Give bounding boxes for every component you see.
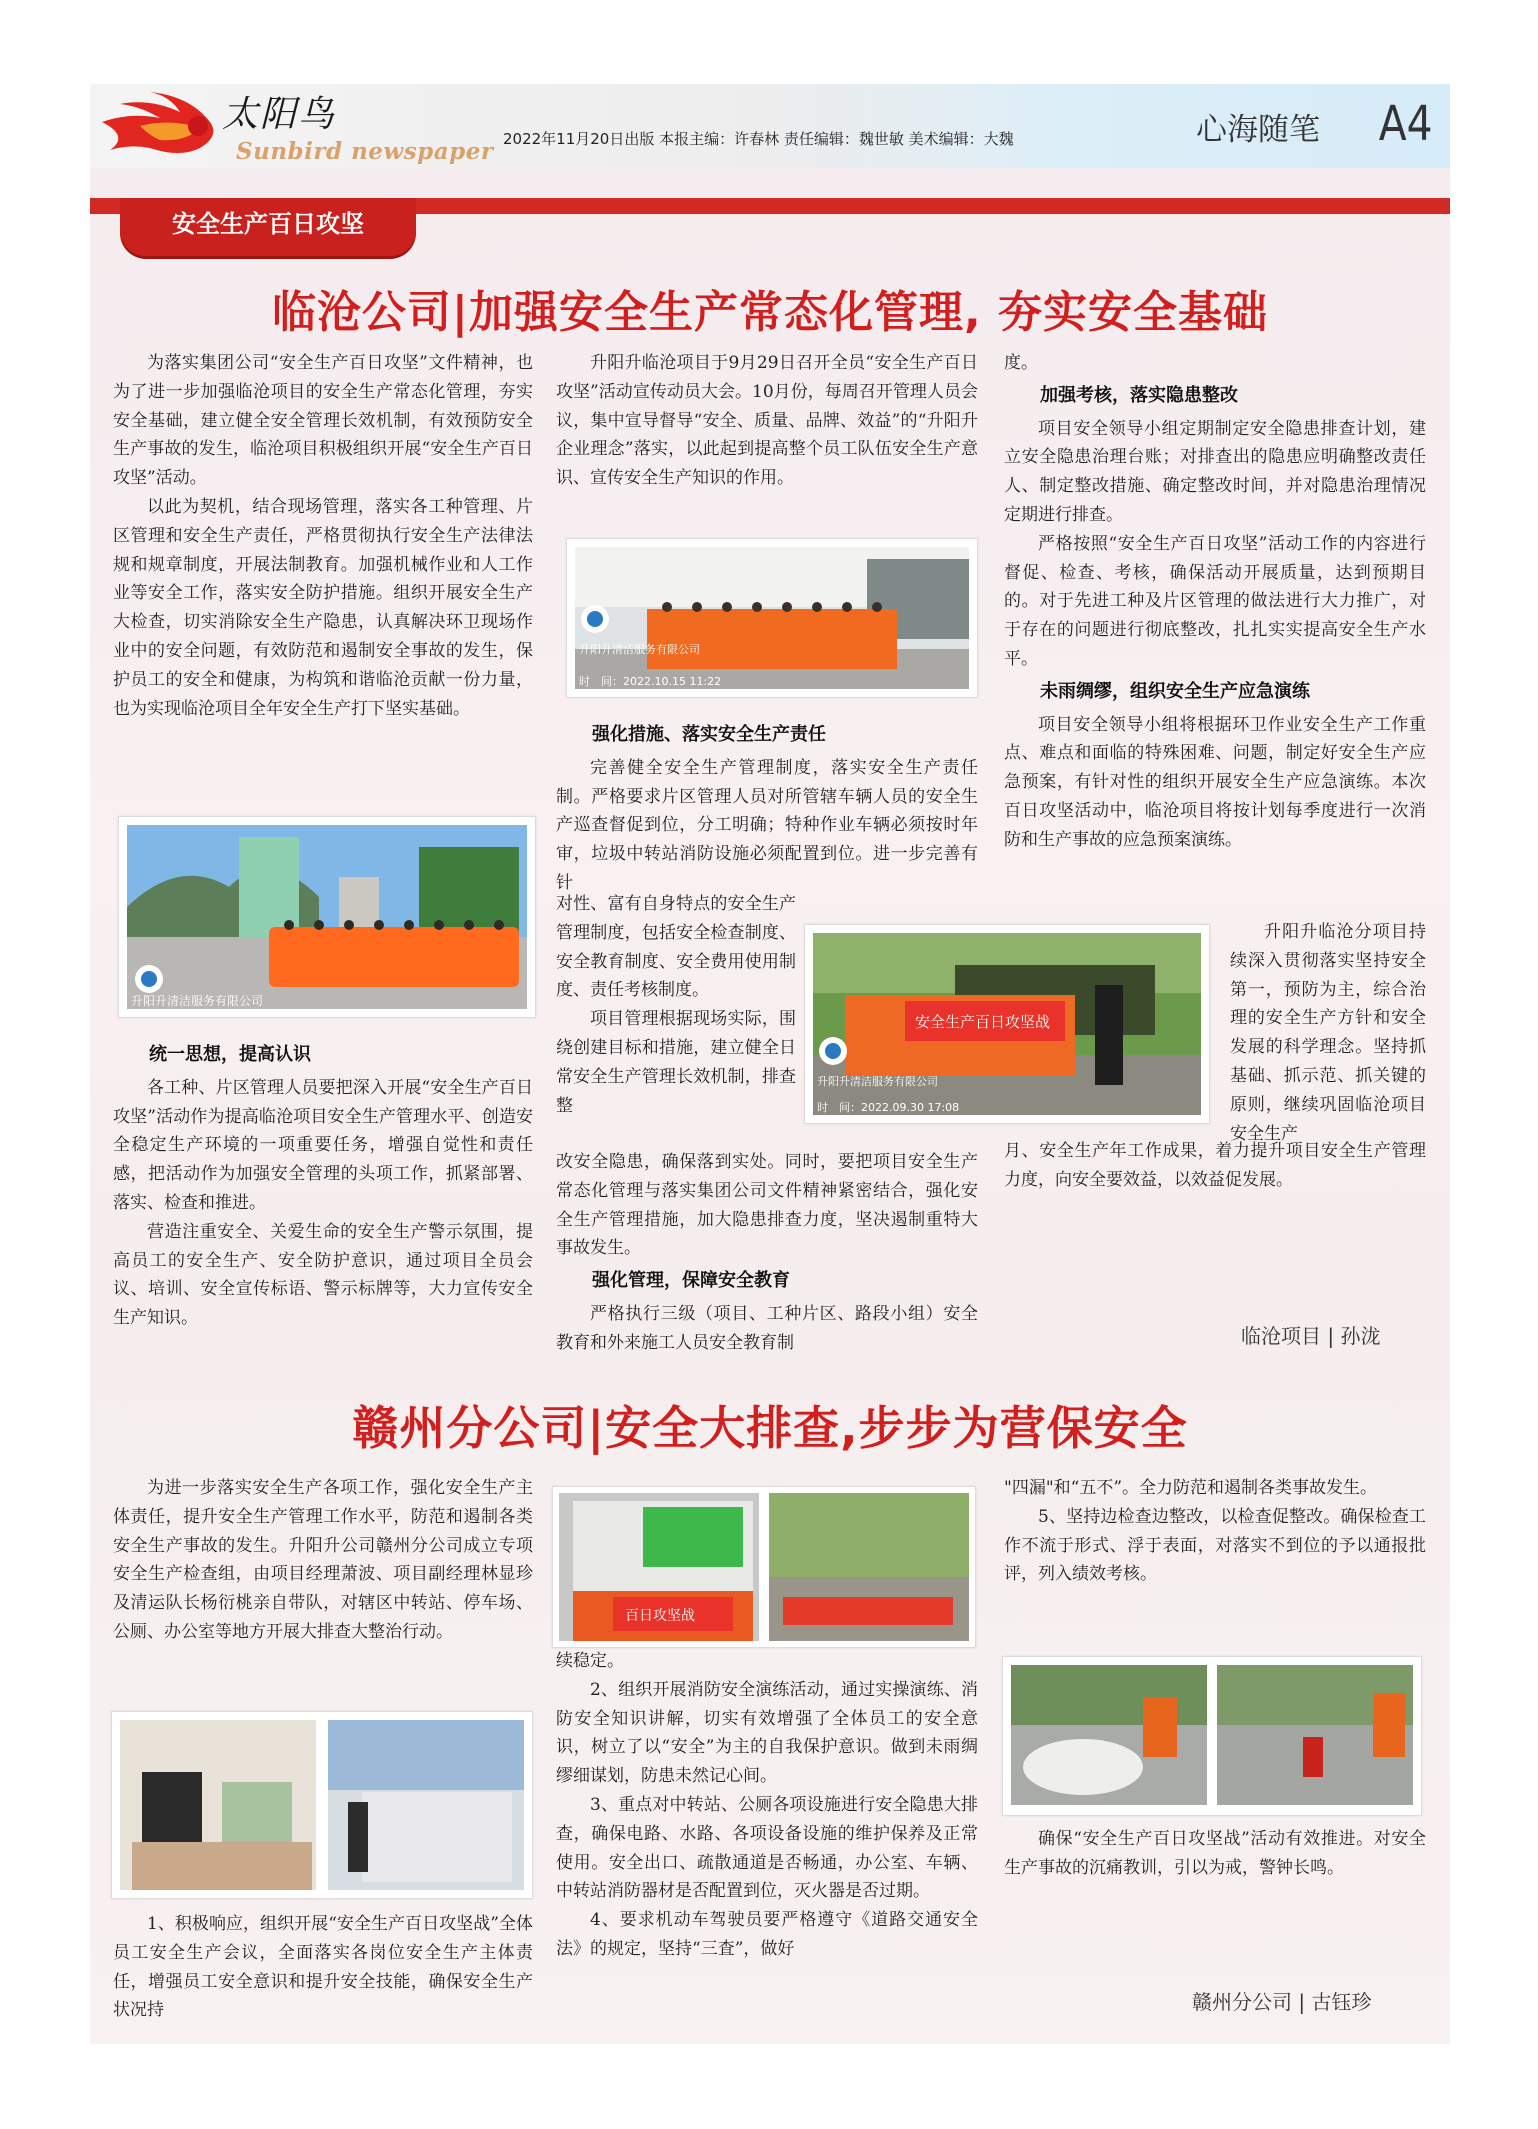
article2-paragraph: 为进一步落实安全生产各项工作，强化安全生产主体责任，提升安全生产管理工作水平，防范和遏制各类安全生产事故的发生。升阳升公司赣州分公司成立专项安全生产检查组，由项目经理萧波、项目副经理林显珍及清运队长杨衍桃亲自带队，对辖区中转站、停车场、公厕、办公室等地方开展大排查大整治行动。: [113, 1478, 533, 1642]
article2-column-1: [113, 1474, 533, 1647]
article1-paragraph: 为落实集团公司“安全生产百日攻坚”文件精神，也为了进一步加强临沧项目的安全生产常态化管理，夯实安全基础，建立健全安全管理长效机制，有效预防安全生产事故的发生，临沧项目积极组织开展“安全生产百日攻坚”活动。: [113, 353, 533, 489]
article2-paragraph: 确保“安全生产百日攻坚战”活动有效推进。对安全生产事故的沉痛教训，引以为戒，警钟长鸣。: [1004, 1829, 1426, 1878]
article1-paragraph: 项目安全领导小组将根据环卫作业安全生产工作重点、难点和面临的特殊困难、问题，制定好安全生产应急预案，有针对性的组织开展安全生产应急演练。本次百日攻坚活动中，临沧项目将按计划每季度进行一次消防和生产事故的应急预案演练。: [1004, 714, 1426, 850]
subheading: 未雨绸缪，组织安全生产应急演练: [1040, 680, 1310, 702]
article1-column-3: [1004, 349, 1426, 855]
byline-divider: |: [1327, 1324, 1341, 1348]
article2-photo-fire-drill: [1002, 1656, 1422, 1816]
article2-paragraph: 5、坚持边检查边整改，以检查促整改。确保检查工作不流于形式、浮于表面，对落实不到位的予以通报批评，列入绩效考核。: [1004, 1506, 1426, 1585]
article2-column-1-lower: [113, 1910, 533, 2025]
sunbird-flame-logo-icon: [100, 92, 230, 162]
article1-paragraph: 严格执行三级（项目、工种片区、路段小组）安全教育和外来施工人员安全教育制: [556, 1303, 978, 1353]
publication-info: 2022年11月20日出版 本报主编：许春林 责任编辑：魏世敏 美术编辑：大魏: [503, 130, 1014, 148]
article1-column-3-bottom: [1004, 1137, 1426, 1195]
article1-photo-workers-square: [118, 816, 536, 1018]
article2-paragraph: 2、组织开展消防安全演练活动，通过实操演练、消防安全知识讲解，切实有效增强了全体员工的安全意识，树立了以“安全”为主的自我保护意识。做到未雨绸缪细谋划，防患未然记心间。: [556, 1679, 978, 1787]
article1-column-2: [556, 349, 978, 493]
article2-headline: 赣州分公司|安全大排查,步步为营保安全: [352, 1401, 1188, 1455]
article1-paragraph: 改安全隐患，确保落到实处。同时，要把项目安全生产常态化管理与落实集团公司文件精神紧密结合，强化安全生产管理措施，加大隐患排查力度，坚决遏制重特大事故发生。: [556, 1152, 978, 1259]
byline-unit: 临沧项目: [1241, 1324, 1321, 1348]
photo-watermark: 升阳升清洁服务有限公司: [131, 994, 264, 1008]
article2-paragraph: 1、积极响应，组织开展“安全生产百日攻坚战”全体员工安全生产会议，全面落实各岗位安全生产主体责任，增强员工安全意识和提升安全技能，确保安全生产状况持: [113, 1914, 533, 2021]
banner-text: 安全生产百日攻坚战: [915, 1013, 1051, 1031]
subheading: 强化管理，保障安全教育: [592, 1270, 790, 1292]
article1-paragraph: 度。: [1004, 353, 1038, 373]
section-name: 心海随笔: [1196, 112, 1320, 148]
article2-byline: [1192, 1986, 1371, 2015]
byline-author: 孙泷: [1340, 1324, 1381, 1348]
article1-paragraph: 项目安全领导小组定期制定安全隐患排查计划，建立安全隐患治理台账；对排查出的隐患应明确整改责任人、制定整改措施、确定整改时间，并对隐患治理情况定期进行排查。: [1004, 418, 1426, 525]
article1-paragraph: 完善健全安全生产管理制度，落实安全生产责任制。严格要求片区管理人员对所管辖车辆人员的安全生产巡查督促到位，分工明确；特种作业车辆必须按时年审，垃圾中转站消防设施必须配置到位。进一步完善有针: [556, 757, 978, 893]
article1-byline: [1241, 1320, 1380, 1349]
article2-column-3-lower: [1004, 1825, 1426, 1883]
article1-column-2-bottom: [556, 1148, 978, 1358]
article1-photo-mobilization-meeting: [566, 538, 978, 698]
byline-divider: |: [1298, 1990, 1312, 2014]
article2-paragraph: 4、要求机动车驾驶员要严格遵守《道路交通安全法》的规定，坚持“三査”，做好: [556, 1910, 978, 1959]
article1-paragraph: 营造注重安全、关爱生命的安全生产警示氛围，提高员工的安全生产、安全防护意识，通过项目全员会议、培训、安全宣传标语、警示标牌等，大力宣传安全生产知识。: [113, 1221, 533, 1329]
article1-paragraph: 以此为契机，结合现场管理，落实各工种管理、片区管理和安全生产责任，严格贯彻执行安全生产法律法规和规章制度，开展法制教育。加强机械作业和人工作业等安全工作，落实安全防护措施。组织开展安全生产大检查，切实消除安全生产隐患，认真解决环卫现场作业中的安全问题，有效防范和遏制安全事故的发生，保护员工的安全和健康，为构筑和谐临沧贡献一份力量，也为实现临沧项目全年安全生产打下坚实基础。: [113, 496, 533, 719]
article2-column-3: [1004, 1474, 1426, 1589]
article1-column-2-wrap: [556, 890, 796, 1120]
article1-headline: 临沧公司|加强安全生产常态化管理, 夯实安全基础: [271, 287, 1269, 338]
article1-paragraph: 各工种、片区管理人员要把深入开展“安全生产百日攻坚”活动作为提高临沧项目安全生产管理水平、创造安全稳定生产环境的一项重要任务，增强自觉性和责任感，把活动作为加强安全管理的头项工作，抓紧部署、落实、检查和推进。: [113, 1077, 533, 1213]
article1-paragraph: 升阳升临沧分项目持续深入贯彻落实坚持安全第一，预防为主，综合治理的安全生产方针和安全发展的科学理念。坚持抓基础、抓示范、抓关键的原则，继续巩固临沧项目安全生产: [1230, 922, 1426, 1144]
article1-column-1-lower: [113, 1037, 533, 1333]
logo-chinese-name: 太阳鸟: [222, 94, 337, 135]
photo-timestamp: 时 间：2022.10.15 11:22: [579, 675, 722, 688]
article1-paragraph: 月、安全生产年工作成果，着力提升项目安全生产管理力度，向安全要效益，以效益促发展。: [1004, 1141, 1426, 1190]
subheading: 强化措施、落实安全生产责任: [592, 724, 826, 745]
article1-column-1: [113, 349, 533, 723]
article1-column-2-lower: [556, 717, 978, 898]
article2-paragraph: 3、重点对中转站、公厕各项设施进行安全隐患大排查，确保电路、水路、各项设备设施的维护保养及正常使用。安全出口、疏散通道是否畅通，办公室、车辆、中转站消防器材是否配置到位，灭火器是否过期。: [556, 1794, 978, 1902]
article1-photo-banner-rally: [804, 924, 1210, 1124]
article1-paragraph: 严格按照“安全生产百日攻坚”活动工作的内容进行督促、检查、考核，确保活动开展质量，达到预期目的。对于先进工种及片区管理的做法进行大力推广，对于存在的问题进行彻底整改，扎扎实实提高安全生产水平。: [1004, 533, 1426, 669]
byline-author: 古钰珍: [1311, 1990, 1372, 2014]
photo-timestamp: 时 间：2022.09.30 17:08: [817, 1101, 960, 1114]
article1-paragraph: 升阳升临沧项目于9月29日召开全员“安全生产百日攻坚”活动宣传动员大会。10月份，每周召开管理人员会议，集中宣导督导“安全、质量、品牌、效益”的“升阳升企业理念”落实，以此起到提高整个员工队伍安全生产意识、宣传安全生产知识的作用。: [556, 353, 978, 489]
article1-paragraph: 项目管理根据现场实际，围绕创建目标和措施，建立健全日常安全生产管理长效机制，排查整: [556, 1009, 796, 1116]
article2-paragraph: 续稳定。: [556, 1651, 624, 1671]
article1-column-3-wrap: [1230, 918, 1426, 1148]
article2-column-2: [556, 1647, 978, 1964]
article2-photo-truck-rally: [552, 1486, 976, 1648]
logo-english-name: Sunbird newspaper: [236, 138, 494, 165]
subheading: 加强考核，落实隐患整改: [1040, 384, 1238, 406]
subheading: 统一思想，提高认识: [149, 1044, 311, 1065]
article2-paragraph: "四漏"和“五不”。全力防范和遏制各类事故发生。: [1004, 1478, 1378, 1498]
photo-watermark: 升阳升清洁服务有限公司: [579, 643, 700, 656]
column-tag: 安全生产百日攻坚: [120, 198, 416, 256]
article1-paragraph: 对性、富有自身特点的安全生产管理制度，包括安全检查制度、安全教育制度、安全费用使用制度、责任考核制度。: [556, 894, 796, 1001]
photo-watermark: 升阳升清洁服务有限公司: [817, 1075, 938, 1088]
byline-unit: 赣州分公司: [1192, 1990, 1292, 2014]
article2-photo-meeting-inspection: [111, 1711, 533, 1899]
page-number: A4: [1378, 96, 1433, 152]
banner-text: 百日攻坚战: [625, 1608, 695, 1624]
